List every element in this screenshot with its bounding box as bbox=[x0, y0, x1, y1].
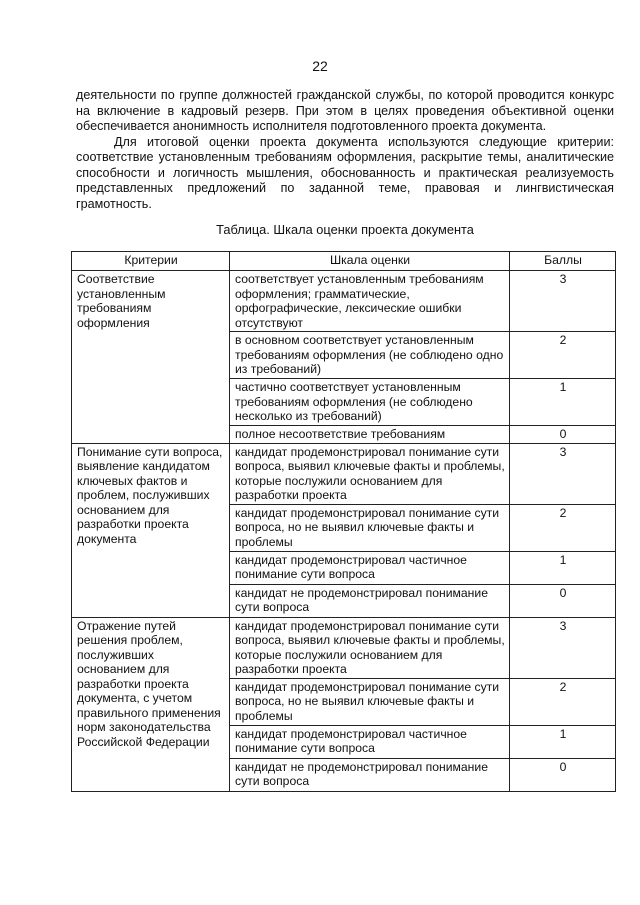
score-cell: 2 bbox=[510, 678, 616, 725]
score-cell: 3 bbox=[510, 443, 616, 504]
score-cell: 3 bbox=[510, 271, 616, 332]
score-cell: 3 bbox=[510, 617, 616, 678]
scale-cell: кандидат продемонстрировал понимание сути вопроса, но не выявил ключевые факты и проблемы bbox=[230, 504, 510, 551]
criterion-cell: Отражение путей решения проблем, послуживших основанием для разработки проекта документа, с учетом правильного применения норм законодательства Российской Федерации bbox=[72, 617, 230, 791]
scale-cell: кандидат продемонстрировал понимание сути вопроса, но не выявил ключевые факты и проблемы bbox=[230, 678, 510, 725]
page-number: 22 bbox=[312, 58, 328, 74]
scale-cell: кандидат не продемонстрировал понимание сути вопроса bbox=[230, 758, 510, 791]
criterion-cell: Соответствие установленным требованиям оформления bbox=[72, 271, 230, 444]
scale-cell: кандидат продемонстрировал понимание сути вопроса, выявил ключевые факты и проблемы, которые послужили основанием для разработки проекта bbox=[230, 443, 510, 504]
scale-cell: кандидат продемонстрировал частичное понимание сути вопроса bbox=[230, 725, 510, 758]
score-cell: 1 bbox=[510, 379, 616, 426]
criterion-cell: Понимание сути вопроса, выявление кандидатом ключевых фактов и проблем, послуживших основанием для разработки проекта документа bbox=[72, 443, 230, 617]
paragraph: деятельности по группе должностей гражданской службы, по которой проводится конкурс на включение в кадровый резерв. При этом в целях проведения объективной оценки обеспечивается анонимность исполнителя подготовленного проекта документа. bbox=[76, 88, 614, 133]
assessment-table bbox=[71, 251, 616, 792]
score-cell: 0 bbox=[510, 584, 616, 617]
score-cell: 0 bbox=[510, 426, 616, 444]
score-cell: 0 bbox=[510, 758, 616, 791]
paragraph: Для итоговой оценки проекта документа используются следующие критерии: соответствие установленным требованиям оформления, раскрытие темы, аналитические способности и логичность мышления, обоснованность и практическая реализуемость представленных предложений по заданной теме, правовая и лингвистическая грамотность. bbox=[76, 134, 614, 211]
body-text bbox=[76, 88, 614, 212]
table-header-row bbox=[72, 252, 616, 271]
scale-cell: в основном соответствует установленным требованиям оформления (не соблюдено одно из требований) bbox=[230, 332, 510, 379]
score-cell: 2 bbox=[510, 504, 616, 551]
table-row bbox=[72, 271, 616, 332]
scale-cell: частично соответствует установленным требованиям оформления (не соблюдено несколько из требований) bbox=[230, 379, 510, 426]
column-header-criteria: Критерии bbox=[72, 252, 230, 271]
scale-cell: кандидат продемонстрировал понимание сути вопроса, выявил ключевые факты и проблемы, которые послужили основанием для разработки проекта bbox=[230, 617, 510, 678]
scale-cell: полное несоответствие требованиям bbox=[230, 426, 510, 444]
table-caption: Таблица. Шкала оценки проекта документа bbox=[216, 222, 474, 237]
score-cell: 1 bbox=[510, 725, 616, 758]
column-header-score: Баллы bbox=[510, 252, 616, 271]
score-cell: 1 bbox=[510, 551, 616, 584]
table-row bbox=[72, 443, 616, 504]
scale-cell: кандидат не продемонстрировал понимание сути вопроса bbox=[230, 584, 510, 617]
table-row bbox=[72, 617, 616, 678]
scale-cell: соответствует установленным требованиям оформления; грамматические, орфографические, лексические ошибки отсутствуют bbox=[230, 271, 510, 332]
scale-cell: кандидат продемонстрировал частичное понимание сути вопроса bbox=[230, 551, 510, 584]
score-cell: 2 bbox=[510, 332, 616, 379]
column-header-scale: Шкала оценки bbox=[230, 252, 510, 271]
